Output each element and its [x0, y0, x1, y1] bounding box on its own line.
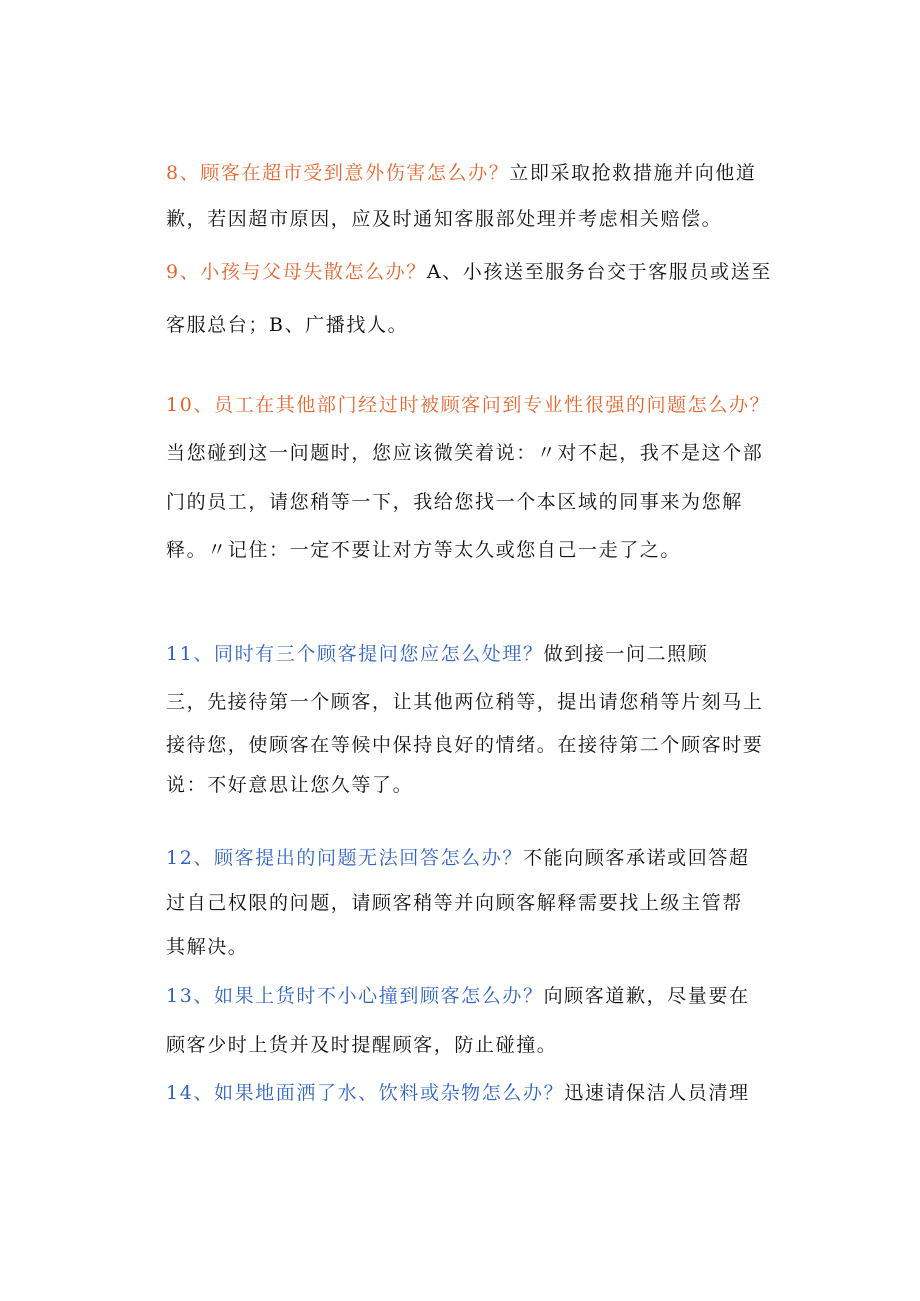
faq-answer-13-line-2: 顾客少时上货并及时提醒顾客，防止碰撞。 [166, 1034, 558, 1056]
faq-question-10: 10、员工在其他部门经过时被顾客问到专业性很强的问题怎么办？ [166, 394, 771, 416]
faq-question-8: 8、顾客在超市受到意外伤害怎么办？ [166, 162, 510, 184]
faq-answer-10-line-1: 当您碰到这一问题时，您应该微笑着说：〃对不起，我不是这个部 [166, 442, 764, 464]
faq-question-9: 9、小孩与父母失散怎么办？ [166, 261, 427, 283]
faq-question-13: 13、如果上货时不小心撞到顾客怎么办？ [166, 985, 544, 1007]
faq-item-10-line-1 [166, 393, 770, 417]
faq-item-11-line-1 [166, 642, 708, 666]
faq-item-14-line-1 [166, 1081, 750, 1105]
faq-answer-8-line-2: 歉，若因超市原因，应及时通知客服部处理并考虑相关赔偿。 [166, 208, 723, 230]
faq-answer-10-line-3: 释。〃记住：一定不要让对方等太久或您自己一走了之。 [166, 539, 682, 561]
faq-answer-9-start: A、小孩送至服务台交于客服员或送至 [426, 261, 772, 283]
faq-answer-11-start: 做到接一问二照顾 [543, 643, 709, 665]
faq-item-8-line-1 [166, 161, 757, 185]
faq-answer-12-line-3: 其解决。 [166, 936, 249, 958]
faq-answer-13-start: 向顾客道歉，尽量要在 [543, 985, 750, 1007]
faq-question-12: 12、顾客提出的问题无法回答怎么办？ [166, 847, 523, 869]
faq-item-13-line-1 [166, 984, 750, 1008]
faq-answer-12-line-2: 过自己权限的问题，请顾客稍等并向顾客解释需要找上级主管帮 [166, 892, 743, 914]
faq-answer-8-start: 立即采取抢救措施并向他道 [509, 162, 757, 184]
faq-answer-10-line-2: 门的员工，请您稍等一下，我给您找一个本区域的同事来为您解 [166, 491, 743, 513]
faq-answer-9-line-2: 客服总台；B、广播找人。 [166, 314, 409, 336]
faq-answer-14-start: 迅速请保洁人员清理 [564, 1082, 750, 1104]
faq-answer-11-line-4: 说：不好意思让您久等了。 [166, 774, 414, 796]
faq-item-12-line-1 [166, 846, 750, 870]
faq-item-9-line-1 [166, 260, 772, 284]
faq-question-14: 14、如果地面洒了水、饮料或杂物怎么办？ [166, 1082, 565, 1104]
faq-answer-11-line-3: 接待您，使顾客在等候中保持良好的情绪。在接待第二个顾客时要 [166, 734, 764, 756]
faq-answer-11-line-2: 三，先接待第一个顾客，让其他两位稍等，提出请您稍等片刻马上 [166, 691, 764, 713]
faq-answer-12-start: 不能向顾客承诺或回答超 [522, 847, 750, 869]
faq-question-11: 11、同时有三个顾客提问您应怎么处理？ [166, 643, 544, 665]
